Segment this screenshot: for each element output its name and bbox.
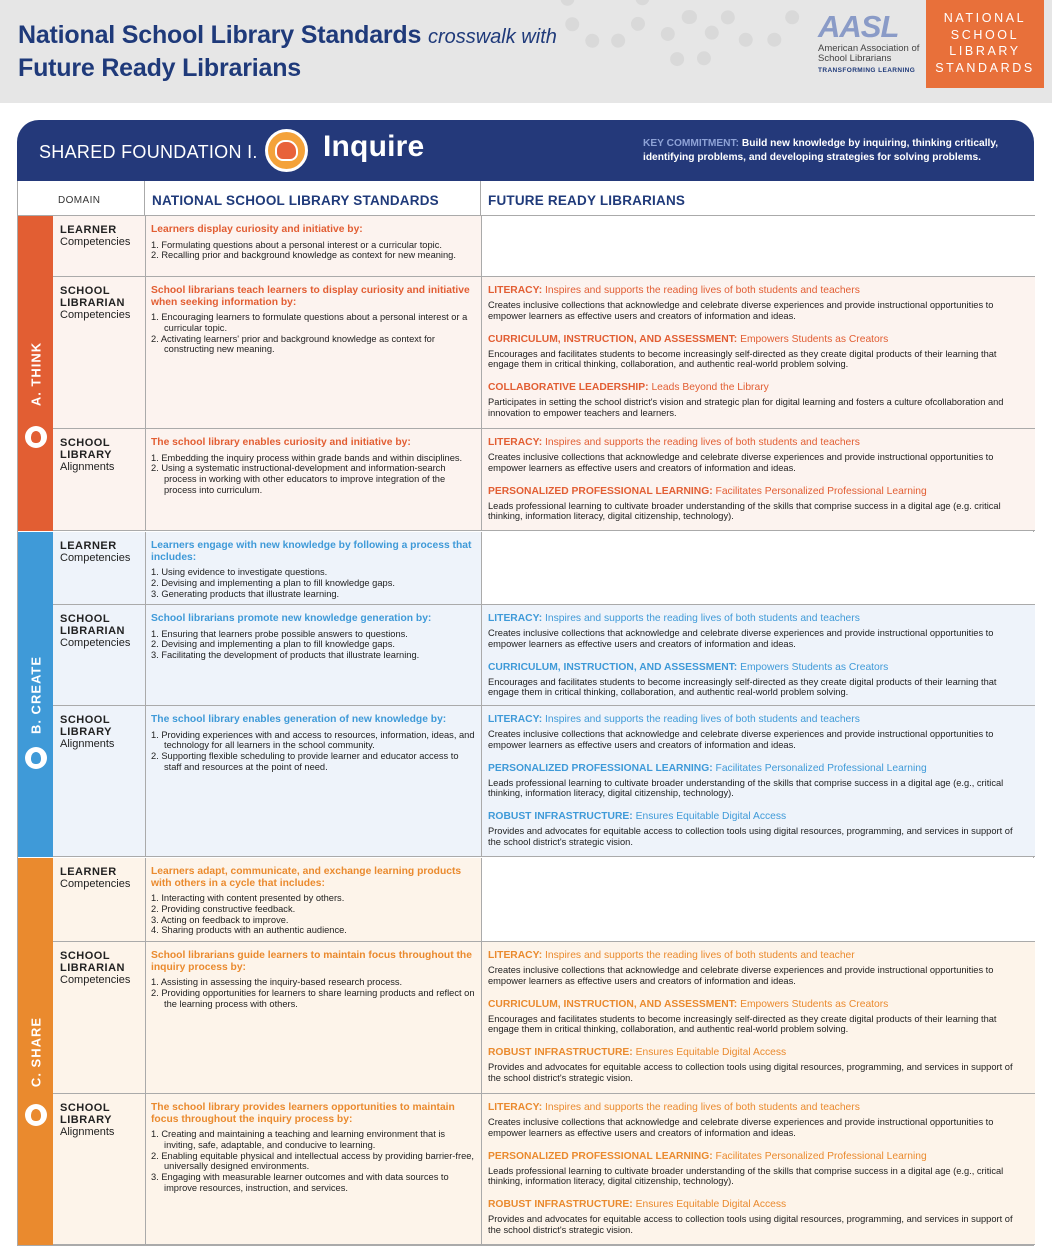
row-category	[53, 429, 145, 530]
nsls-list	[151, 629, 475, 661]
nsls-lead: School librarians guide learners to maintain focus throughout the inquiry process by:	[151, 950, 472, 973]
aasl-mark: AASL	[818, 9, 899, 44]
nsls-list-item: 2. Providing constructive feedback.	[151, 903, 296, 914]
frl-cell	[481, 532, 1035, 604]
divider	[144, 181, 145, 216]
frl-subtitle: Empowers Students as Creators	[740, 333, 889, 345]
frl-cell	[481, 216, 1035, 276]
frl-key: ROBUST INFRASTRUCTURE:	[488, 1047, 633, 1059]
nsls-cell	[145, 942, 481, 1093]
frl-key: LITERACY:	[488, 1102, 543, 1113]
nsls-lead: School librarians promote new knowledge generation by:	[151, 613, 432, 624]
column-header-nsls: NATIONAL SCHOOL LIBRARY STANDARDS	[152, 193, 439, 208]
domain-band-share	[18, 858, 53, 1245]
frl-key: LITERACY:	[488, 950, 543, 961]
frl-title	[488, 763, 1025, 775]
frl-subtitle: Inspires and supports the reading lives of both students and teachers	[545, 714, 860, 725]
frl-title	[488, 437, 1025, 449]
divider	[145, 277, 146, 428]
divider	[145, 532, 146, 604]
frl-description: Encourages and facilitates students to become increasingly self-directed as they create digital products of their learning that engage them in critical thinking, collaboration, and authentic real-world problem solving.	[488, 348, 997, 370]
domain-label: C. SHARE	[28, 1016, 43, 1087]
column-header-domain: DOMAIN	[58, 195, 101, 206]
table-row	[53, 429, 1035, 531]
frl-cell	[481, 429, 1035, 530]
category-type: Alignments	[60, 1126, 115, 1138]
frl-block	[488, 950, 1025, 987]
frl-description: Provides and advocates for equitable access to collection tools using digital resources, programming, and services in support of the school district's strategic vision.	[488, 1214, 1013, 1235]
nsls-logo-line: SCHOOL	[950, 27, 1020, 42]
nsls-list-item: 1. Providing experiences with and access to resources, information, ideas, and technology for all learners in the school community.	[151, 729, 475, 751]
table-row	[53, 858, 1035, 942]
nsls-cell	[145, 532, 481, 604]
frl-key: CURRICULUM, INSTRUCTION, AND ASSESSMENT:	[488, 998, 738, 1010]
nsls-logo-line: STANDARDS	[935, 60, 1035, 75]
table-row	[53, 942, 1035, 1094]
category-title: SCHOOL LIBRARIAN	[60, 613, 125, 637]
frl-title	[488, 334, 1025, 346]
frl-description: Creates inclusive collections that acknowledge and celebrate diverse experiences and provide instructional opportunities to empower learners as effective users and creators of information and ideas.	[488, 628, 994, 649]
frl-cell	[481, 1094, 1035, 1244]
frl-cell	[481, 277, 1035, 428]
nsls-cell	[145, 858, 481, 941]
frl-subtitle: Facilitates Personalized Professional Learning	[715, 762, 927, 774]
frl-description: Encourages and facilitates students to become increasingly self-directed as they create digital products of their learning that engage them in critical thinking, collaboration, and authentic real-world problem solving.	[488, 676, 997, 698]
nsls-list	[151, 730, 475, 773]
frl-title	[488, 486, 1025, 498]
frl-description: Leads professional learning to cultivate broader understanding of the skills that comprise success in a digital age (e.g., critical thinking, information literacy, digital citizenship, technology).	[488, 1165, 1004, 1187]
frl-title	[488, 1151, 1025, 1163]
share-icon	[25, 1104, 47, 1126]
crosswalk-table	[17, 181, 1034, 1246]
frl-title	[488, 285, 1025, 297]
title-bold: National School Library Standards	[18, 21, 422, 49]
category-title: SCHOOL LIBRARY	[60, 714, 112, 738]
nsls-list	[151, 240, 475, 262]
frl-subtitle: Facilitates Personalized Professional Learning	[715, 1150, 927, 1162]
nsls-list-item: 1. Ensuring that learners probe possible answers to questions.	[151, 628, 408, 639]
category-title: LEARNER	[60, 224, 117, 236]
frl-cell	[481, 605, 1035, 705]
frl-key: CURRICULUM, INSTRUCTION, AND ASSESSMENT:	[488, 333, 738, 345]
table-row	[53, 605, 1035, 706]
nsls-list-item: 1. Formulating questions about a personal interest or a curricular topic.	[151, 239, 442, 250]
title-line2: Future Ready Librarians	[18, 54, 301, 82]
frl-title	[488, 714, 1025, 726]
frl-description: Provides and advocates for equitable access to collection tools using digital resources, programming, and services in support of the school district's strategic vision.	[488, 826, 1013, 847]
row-category	[53, 532, 145, 604]
nsls-lead: Learners engage with new knowledge by following a process that includes:	[151, 540, 472, 563]
gear-decoration-icon	[560, 0, 650, 50]
frl-block	[488, 999, 1025, 1036]
frl-key: LITERACY:	[488, 437, 543, 448]
frl-key: LITERACY:	[488, 714, 543, 725]
category-title: LEARNER	[60, 866, 117, 878]
frl-block	[488, 662, 1025, 699]
nsls-list-item: 2. Using a systematic instructional-development and information-search process in working with other educators to improve integration of the process into curriculum.	[151, 463, 446, 495]
nsls-list-item: 1. Embedding the inquiry process within grade bands and within disciplines.	[151, 452, 463, 463]
frl-title	[488, 382, 1025, 394]
divider	[481, 858, 482, 941]
divider	[145, 706, 146, 856]
frl-description: Creates inclusive collections that acknowledge and celebrate diverse experiences and provide instructional opportunities to empower learners as effective users and creators of information and ideas.	[488, 300, 994, 321]
frl-key: PERSONALIZED PROFESSIONAL LEARNING:	[488, 485, 713, 497]
divider	[481, 216, 482, 276]
row-category	[53, 216, 145, 276]
frl-subtitle: Inspires and supports the reading lives of both students and teachers	[545, 437, 860, 448]
frl-title	[488, 1199, 1025, 1211]
nsls-list-item: 3. Engaging with measurable learner outcomes and with data sources to improve resources, instruction, and services.	[151, 1172, 449, 1193]
nsls-cell	[145, 216, 481, 276]
nsls-list-item: 4. Sharing products with an authentic audience.	[151, 925, 347, 936]
nsls-list-item: 3. Facilitating the development of products that illustrate learning.	[151, 650, 420, 661]
domain-label: B. CREATE	[28, 655, 43, 734]
nsls-list	[151, 567, 475, 599]
frl-block	[488, 1047, 1025, 1084]
gear-decoration-icon	[720, 0, 800, 50]
frl-key: COLLABORATIVE LEADERSHIP:	[488, 382, 649, 394]
divider	[145, 1094, 146, 1244]
lightbulb-icon	[25, 426, 47, 448]
row-category	[53, 605, 145, 705]
title-sub: crosswalk with	[427, 26, 557, 48]
key-commitment-label: KEY COMMITMENT:	[643, 138, 740, 149]
domain-band-create	[18, 532, 53, 857]
category-type: Competencies	[60, 637, 131, 649]
nsls-list	[151, 453, 475, 496]
frl-block	[488, 382, 1025, 419]
frl-key: ROBUST INFRASTRUCTURE:	[488, 811, 633, 823]
nsls-lead: The school library enables generation of new knowledge by:	[151, 714, 447, 725]
frl-block	[488, 1102, 1025, 1139]
frl-block	[488, 714, 1025, 751]
category-title: SCHOOL LIBRARY	[60, 1102, 112, 1126]
row-category	[53, 277, 145, 428]
divider	[145, 216, 146, 276]
table-row	[53, 1094, 1035, 1245]
nsls-list-item: 3. Acting on feedback to improve.	[151, 914, 289, 925]
frl-block	[488, 285, 1025, 322]
table-row	[53, 216, 1035, 277]
row-category	[53, 942, 145, 1093]
divider	[145, 605, 146, 705]
nsls-list-item: 2. Providing opportunities for learners to share learning products and reflect on the learning process with others.	[151, 987, 475, 1009]
frl-key: CURRICULUM, INSTRUCTION, AND ASSESSMENT:	[488, 661, 738, 673]
frl-key: ROBUST INFRASTRUCTURE:	[488, 1199, 633, 1211]
category-title: SCHOOL LIBRARIAN	[60, 285, 125, 309]
frl-subtitle: Leads Beyond the Library	[651, 382, 769, 394]
frl-description: Leads professional learning to cultivate broader understanding of the skills that comprise success in a digital age (e.g. critical thinking, information literacy, digital citizenship, technology).	[488, 500, 1001, 522]
table-row	[53, 706, 1035, 857]
nsls-list-item: 2. Supporting flexible scheduling to provide learner and educator access to staff and resources at the point of need.	[151, 751, 459, 772]
frl-title	[488, 662, 1025, 674]
category-type: Alignments	[60, 738, 115, 750]
divider	[481, 706, 482, 856]
row-category	[53, 1094, 145, 1244]
frl-title	[488, 950, 1025, 962]
nsls-logo-line: NATIONAL	[943, 11, 1027, 25]
frl-subtitle: Inspires and supports the reading lives of both students and teachers	[545, 1102, 860, 1113]
nsls-list	[151, 1129, 475, 1194]
frl-key: LITERACY:	[488, 285, 543, 296]
frl-subtitle: Ensures Equitable Digital Access	[635, 811, 787, 823]
frl-description: Encourages and facilitates students to become increasingly self-directed as they create digital products of their learning that engage them in critical thinking, collaboration, and authentic real-world problem solving.	[488, 1013, 997, 1035]
nsls-lead: Learners display curiosity and initiative by:	[151, 224, 363, 235]
divider	[481, 277, 482, 428]
category-type: Alignments	[60, 461, 115, 473]
nsls-list-item: 2. Enabling equitable physical and intellectual access by providing barrier-free, universally designed environments.	[151, 1150, 474, 1172]
frl-block	[488, 334, 1025, 371]
divider	[145, 942, 146, 1093]
category-title: SCHOOL LIBRARY	[60, 437, 112, 461]
aasl-name: American Association of School Librarians	[818, 43, 920, 64]
nsls-cell	[145, 429, 481, 530]
foundation-label: SHARED FOUNDATION I.	[39, 142, 258, 162]
category-type: Competencies	[60, 878, 131, 890]
frl-key: LITERACY:	[488, 613, 543, 624]
frl-key: PERSONALIZED PROFESSIONAL LEARNING:	[488, 1150, 713, 1162]
frl-title	[488, 1047, 1025, 1059]
category-type: Competencies	[60, 974, 131, 986]
frl-title	[488, 999, 1025, 1011]
brain-icon	[265, 129, 308, 172]
divider	[481, 605, 482, 705]
foundation-name: Inquire	[323, 130, 425, 163]
table-header	[18, 181, 1035, 216]
table-row	[53, 532, 1035, 605]
gear-decoration-icon	[660, 10, 720, 70]
nsls-list	[151, 977, 475, 1009]
frl-subtitle: Inspires and supports the reading lives of both students and teachers	[545, 285, 860, 296]
frl-title	[488, 613, 1025, 625]
nsls-lead: The school library enables curiosity and initiative by:	[151, 437, 411, 448]
frl-block	[488, 1199, 1025, 1236]
frl-cell	[481, 942, 1035, 1093]
nsls-list-item: 2. Devising and implementing a plan to fill knowledge gaps.	[151, 577, 395, 588]
nsls-lead: The school library provides learners opportunities to maintain focus throughout the inquiry process by:	[151, 1102, 455, 1125]
frl-description: Leads professional learning to cultivate broader understanding of the skills that comprise success in a digital age (e.g., critical thinking, information literacy, digital citizenship, technology).	[488, 777, 1004, 799]
column-header-frl: FUTURE READY LIBRARIANS	[488, 193, 686, 208]
frl-block	[488, 486, 1025, 523]
nsls-list-item: 1. Encouraging learners to formulate questions about a personal interest or a curricular topic.	[151, 312, 468, 333]
frl-description: Provides and advocates for equitable access to collection tools using digital resources, programming, and services in support of the school district's strategic vision.	[488, 1062, 1013, 1083]
frl-subtitle: Ensures Equitable Digital Access	[635, 1047, 787, 1059]
nsls-list	[151, 893, 475, 936]
frl-subtitle: Inspires and supports the reading lives of both students and teachers	[545, 613, 860, 624]
table-row	[53, 277, 1035, 429]
nsls-list-item: 1. Using evidence to investigate questions.	[151, 567, 328, 577]
nsls-cell	[145, 706, 481, 856]
nsls-list-item: 2. Devising and implementing a plan to fill knowledge gaps.	[151, 639, 395, 650]
frl-block	[488, 1151, 1025, 1188]
aasl-logo	[818, 9, 922, 74]
divider	[481, 942, 482, 1093]
nsls-lead: Learners adapt, communicate, and exchange learning products with others in a cycle that includes:	[151, 866, 462, 889]
aasl-tagline: TRANSFORMING LEARNING	[818, 67, 916, 74]
category-type: Competencies	[60, 309, 131, 321]
page-header	[0, 0, 1052, 103]
nsls-logo-line: LIBRARY	[949, 44, 1021, 58]
frl-block	[488, 811, 1025, 848]
frl-title	[488, 811, 1025, 823]
category-type: Competencies	[60, 552, 131, 564]
key-commitment	[643, 137, 1023, 164]
nsls-lead: School librarians teach learners to display curiosity and initiative when seeking information by:	[151, 285, 470, 308]
page-title	[18, 20, 557, 84]
frl-description: Creates inclusive collections that acknowledge and celebrate diverse experiences and provide instructional opportunities to empower learners as effective users and creators of information and ideas.	[488, 965, 994, 986]
divider	[481, 532, 482, 604]
nsls-list	[151, 312, 475, 355]
frl-description: Creates inclusive collections that acknowledge and celebrate diverse experiences and provide instructional opportunities to empower learners as effective users and creators of information and ideas.	[488, 729, 994, 750]
divider	[480, 181, 481, 216]
nsls-cell	[145, 1094, 481, 1244]
frl-cell	[481, 858, 1035, 941]
frl-block	[488, 613, 1025, 650]
nsls-list-item: 1. Interacting with content presented by others.	[151, 893, 345, 903]
pencil-icon	[25, 747, 47, 769]
category-title: LEARNER	[60, 540, 117, 552]
nsls-list-item: 1. Creating and maintaining a teaching and learning environment that is inviting, safe, adaptable, and conducive to learning.	[151, 1129, 446, 1150]
nsls-cell	[145, 605, 481, 705]
frl-subtitle: Empowers Students as Creators	[740, 998, 889, 1010]
frl-subtitle: Facilitates Personalized Professional Learning	[715, 485, 927, 497]
nsls-list-item: 2. Activating learners' prior and background knowledge as context for constructing new meaning.	[151, 333, 435, 355]
frl-block	[488, 763, 1025, 800]
key-commitment-text: Build new knowledge by inquiring, thinking critically, identifying problems, and developing strategies for solving problems.	[643, 138, 999, 163]
nsls-cell	[145, 277, 481, 428]
nsls-list-item: 2. Recalling prior and background knowledge as context for new meaning.	[151, 250, 456, 261]
divider	[145, 858, 146, 941]
frl-description: Creates inclusive collections that acknowledge and celebrate diverse experiences and provide instructional opportunities to empower learners as effective users and creators of information and ideas.	[488, 452, 994, 473]
divider	[145, 429, 146, 530]
divider	[481, 1094, 482, 1244]
domain-band-think	[18, 216, 53, 531]
divider	[481, 429, 482, 530]
frl-description: Participates in setting the school district's vision and strategic plan for digital learning and fosters a culture ofcollaboration and innovation to empower teachers and learners.	[488, 397, 1004, 418]
nsls-list-item: 1. Assisting in assessing the inquiry-based research process.	[151, 977, 403, 987]
frl-description: Creates inclusive collections that acknowledge and celebrate diverse experiences and provide instructional opportunities to empower learners as effective users and creators of information and ideas.	[488, 1117, 994, 1138]
row-category	[53, 706, 145, 856]
domain-label: A. THINK	[28, 341, 43, 406]
frl-subtitle: Inspires and supports the reading lives of both students and teacher	[545, 950, 855, 961]
category-title: SCHOOL LIBRARIAN	[60, 950, 125, 974]
frl-cell	[481, 706, 1035, 856]
row-category	[53, 858, 145, 941]
frl-title	[488, 1102, 1025, 1114]
frl-subtitle: Empowers Students as Creators	[740, 661, 889, 673]
frl-subtitle: Ensures Equitable Digital Access	[635, 1199, 787, 1211]
category-type: Competencies	[60, 236, 131, 248]
nsls-logo	[926, 0, 1044, 88]
foundation-banner	[17, 120, 1034, 181]
frl-key: PERSONALIZED PROFESSIONAL LEARNING:	[488, 762, 713, 774]
nsls-list-item: 3. Generating products that illustrate learning.	[151, 588, 340, 599]
frl-block	[488, 437, 1025, 474]
